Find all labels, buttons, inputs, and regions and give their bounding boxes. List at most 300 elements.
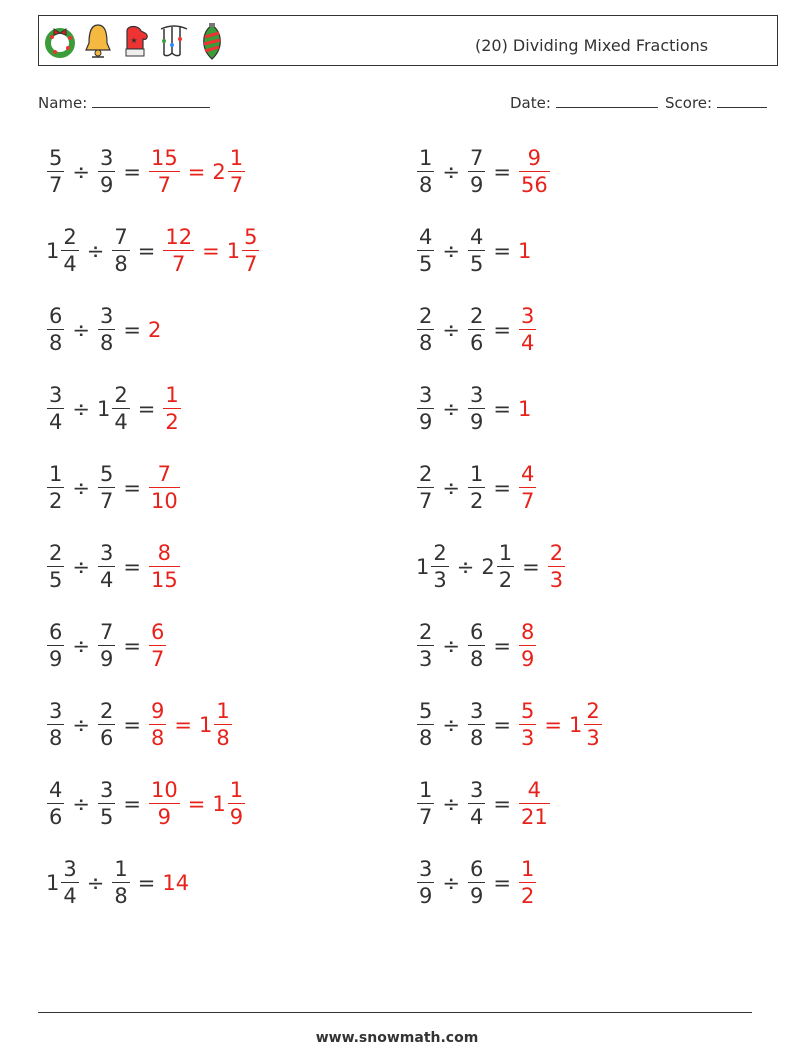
equals-sign: = bbox=[493, 160, 511, 184]
problem-item bbox=[416, 457, 537, 519]
mixed-number bbox=[518, 619, 537, 672]
fraction bbox=[98, 303, 115, 356]
whole-part: 1 bbox=[568, 713, 583, 737]
denominator: 4 bbox=[63, 884, 77, 909]
mixed-number bbox=[46, 303, 65, 356]
whole-part: 1 bbox=[517, 239, 532, 263]
fraction bbox=[519, 461, 536, 514]
fraction bbox=[61, 856, 78, 909]
numerator: 1 bbox=[49, 461, 63, 486]
mixed-number bbox=[518, 239, 532, 263]
numerator: 1 bbox=[229, 777, 244, 802]
mixed-number bbox=[46, 382, 65, 435]
equals-sign: = bbox=[123, 634, 141, 658]
equals-sign: = bbox=[202, 239, 220, 263]
answer bbox=[518, 856, 537, 909]
numerator: 4 bbox=[419, 224, 433, 249]
mixed-number bbox=[97, 619, 116, 672]
date-label: Date: bbox=[510, 94, 551, 112]
date-field bbox=[510, 94, 658, 112]
equals-sign: = bbox=[493, 476, 511, 500]
fraction bbox=[497, 540, 514, 593]
mixed-number bbox=[111, 224, 130, 277]
fraction bbox=[112, 856, 129, 909]
worksheet-header bbox=[38, 15, 778, 66]
denominator: 9 bbox=[99, 647, 114, 672]
denominator: 8 bbox=[114, 884, 128, 909]
fraction bbox=[149, 619, 166, 672]
fraction bbox=[584, 698, 601, 751]
divide-sign: ÷ bbox=[442, 792, 460, 816]
divide-sign: ÷ bbox=[72, 713, 90, 737]
mixed-number bbox=[148, 698, 167, 751]
fraction bbox=[468, 777, 485, 830]
denominator: 8 bbox=[114, 252, 128, 277]
divide-sign: ÷ bbox=[456, 555, 475, 579]
numerator: 3 bbox=[469, 382, 484, 407]
mixed-number bbox=[467, 382, 486, 435]
equals-sign: = bbox=[123, 713, 141, 737]
fraction bbox=[163, 224, 194, 277]
score-field bbox=[665, 94, 767, 112]
denominator: 5 bbox=[99, 805, 114, 830]
svg-text:★: ★ bbox=[130, 36, 138, 45]
numerator: 6 bbox=[49, 619, 63, 644]
whole-part: 1 bbox=[517, 397, 532, 421]
mixed-number bbox=[198, 698, 233, 751]
numerator: 4 bbox=[520, 461, 535, 486]
numerator: 1 bbox=[498, 540, 513, 565]
problem-item bbox=[46, 457, 181, 519]
numerator: 1 bbox=[114, 856, 128, 881]
fraction bbox=[47, 540, 64, 593]
numerator: 2 bbox=[99, 698, 114, 723]
mixed-number bbox=[416, 856, 435, 909]
fraction bbox=[47, 145, 64, 198]
answer bbox=[547, 540, 566, 593]
numerator: 2 bbox=[63, 224, 77, 249]
fraction bbox=[98, 145, 115, 198]
problem-item bbox=[416, 615, 537, 677]
numerator: 10 bbox=[150, 777, 178, 802]
numerator: 5 bbox=[99, 461, 114, 486]
whole-part: 2 bbox=[212, 160, 226, 184]
whole-part: 1 bbox=[96, 397, 111, 421]
fraction bbox=[47, 698, 64, 751]
numerator: 1 bbox=[216, 698, 230, 723]
fraction bbox=[417, 698, 434, 751]
mixed-number bbox=[467, 698, 486, 751]
answer bbox=[148, 461, 181, 514]
equals-sign: = bbox=[174, 713, 192, 737]
fraction bbox=[519, 303, 536, 356]
footer-divider bbox=[38, 1012, 752, 1013]
fraction bbox=[47, 777, 64, 830]
whole-part: 1 bbox=[416, 555, 430, 579]
mixed-number bbox=[46, 856, 80, 909]
numerator: 1 bbox=[165, 382, 179, 407]
equals-sign: = bbox=[493, 792, 511, 816]
mixed-number bbox=[46, 698, 65, 751]
whole-part: 1 bbox=[226, 239, 241, 263]
problem-item bbox=[46, 378, 182, 440]
answer bbox=[518, 698, 603, 751]
problem-item bbox=[46, 615, 167, 677]
denominator: 8 bbox=[49, 331, 63, 356]
fraction bbox=[149, 698, 166, 751]
numerator: 2 bbox=[419, 303, 433, 328]
mixed-number bbox=[518, 777, 551, 830]
fraction bbox=[61, 224, 78, 277]
divide-sign: ÷ bbox=[442, 871, 460, 895]
mixed-number bbox=[148, 145, 181, 198]
denominator: 2 bbox=[469, 489, 484, 514]
lights-icon bbox=[157, 21, 191, 61]
numerator: 3 bbox=[469, 777, 484, 802]
whole-part: 1 bbox=[46, 239, 60, 263]
fraction bbox=[417, 777, 434, 830]
fraction bbox=[519, 856, 536, 909]
ornament-icon bbox=[195, 21, 229, 61]
mixed-number bbox=[162, 871, 190, 895]
fraction bbox=[149, 540, 180, 593]
fraction bbox=[417, 303, 434, 356]
denominator: 9 bbox=[157, 805, 172, 830]
mixed-number bbox=[46, 224, 80, 277]
equals-sign: = bbox=[493, 713, 511, 737]
numerator: 2 bbox=[469, 303, 484, 328]
denominator: 8 bbox=[49, 726, 63, 751]
mixed-number bbox=[416, 382, 435, 435]
denominator: 3 bbox=[520, 726, 535, 751]
mixed-number bbox=[148, 777, 181, 830]
answer bbox=[148, 540, 181, 593]
numerator: 4 bbox=[527, 777, 542, 802]
mixed-number bbox=[518, 698, 537, 751]
denominator: 9 bbox=[99, 173, 114, 198]
mixed-number bbox=[416, 698, 435, 751]
whole-part: 1 bbox=[212, 792, 226, 816]
divide-sign: ÷ bbox=[72, 555, 90, 579]
denominator: 2 bbox=[520, 884, 535, 909]
equals-sign: = bbox=[123, 318, 141, 342]
numerator: 3 bbox=[99, 777, 114, 802]
denominator: 8 bbox=[419, 331, 433, 356]
fraction bbox=[468, 382, 485, 435]
denominator: 8 bbox=[99, 331, 114, 356]
fraction bbox=[149, 461, 180, 514]
numerator: 7 bbox=[99, 619, 114, 644]
problem-item bbox=[416, 299, 537, 361]
numerator: 3 bbox=[63, 856, 77, 881]
answer bbox=[162, 382, 181, 435]
name-field bbox=[38, 94, 210, 112]
denominator: 8 bbox=[469, 647, 484, 672]
mixed-number bbox=[148, 619, 167, 672]
fraction bbox=[519, 619, 536, 672]
mitten-icon bbox=[119, 21, 153, 61]
score-blank bbox=[717, 95, 767, 108]
mixed-number bbox=[97, 777, 116, 830]
answer bbox=[148, 777, 246, 830]
mixed-number bbox=[467, 224, 486, 277]
divide-sign: ÷ bbox=[442, 160, 460, 184]
whole-part: 1 bbox=[46, 871, 60, 895]
denominator: 4 bbox=[99, 568, 114, 593]
mixed-number bbox=[148, 461, 181, 514]
denominator: 8 bbox=[419, 726, 433, 751]
answer bbox=[518, 397, 532, 421]
denominator: 4 bbox=[520, 331, 535, 356]
problem-item bbox=[46, 141, 246, 203]
divide-sign: ÷ bbox=[442, 476, 460, 500]
numerator: 6 bbox=[469, 619, 484, 644]
answer bbox=[518, 461, 537, 514]
denominator: 2 bbox=[165, 410, 179, 435]
numerator: 3 bbox=[49, 698, 63, 723]
problem-item bbox=[46, 773, 246, 835]
divide-sign: ÷ bbox=[86, 239, 105, 263]
whole-part: 2 bbox=[147, 318, 162, 342]
equals-sign: = bbox=[123, 792, 141, 816]
mixed-number bbox=[568, 698, 603, 751]
denominator: 8 bbox=[150, 726, 165, 751]
denominator: 8 bbox=[469, 726, 484, 751]
equals-sign: = bbox=[137, 397, 156, 421]
denominator: 2 bbox=[498, 568, 513, 593]
numerator: 7 bbox=[157, 461, 172, 486]
denominator: 7 bbox=[157, 173, 172, 198]
mixed-number bbox=[162, 224, 195, 277]
numerator: 7 bbox=[469, 145, 484, 170]
answer bbox=[518, 303, 537, 356]
denominator: 9 bbox=[469, 410, 484, 435]
mixed-number bbox=[518, 397, 532, 421]
numerator: 4 bbox=[49, 777, 63, 802]
denominator: 10 bbox=[150, 489, 178, 514]
denominator: 7 bbox=[99, 489, 114, 514]
denominator: 6 bbox=[99, 726, 114, 751]
mixed-number bbox=[481, 540, 515, 593]
answer bbox=[148, 318, 162, 342]
mixed-number bbox=[46, 540, 65, 593]
numerator: 7 bbox=[114, 224, 128, 249]
fraction bbox=[47, 303, 64, 356]
problem-item bbox=[46, 299, 162, 361]
denominator: 7 bbox=[244, 252, 258, 277]
numerator: 15 bbox=[150, 145, 178, 170]
problem-item bbox=[46, 220, 260, 282]
numerator: 9 bbox=[150, 698, 165, 723]
mixed-number bbox=[97, 698, 116, 751]
equals-sign: = bbox=[137, 871, 156, 895]
numerator: 4 bbox=[469, 224, 484, 249]
problem-item bbox=[416, 694, 603, 756]
equals-sign: = bbox=[493, 634, 511, 658]
numerator: 2 bbox=[433, 540, 447, 565]
numerator: 3 bbox=[419, 382, 433, 407]
fraction bbox=[112, 382, 129, 435]
answer bbox=[148, 619, 167, 672]
fraction bbox=[417, 224, 434, 277]
equals-sign: = bbox=[187, 792, 206, 816]
denominator: 3 bbox=[549, 568, 564, 593]
date-blank bbox=[556, 95, 658, 108]
fraction bbox=[468, 856, 485, 909]
fraction bbox=[548, 540, 565, 593]
denominator: 7 bbox=[520, 489, 535, 514]
equals-sign: = bbox=[123, 555, 141, 579]
mixed-number bbox=[518, 461, 537, 514]
denominator: 4 bbox=[63, 252, 77, 277]
fraction bbox=[163, 382, 180, 435]
denominator: 9 bbox=[229, 805, 244, 830]
numerator: 2 bbox=[419, 461, 433, 486]
mixed-number bbox=[148, 318, 162, 342]
answer bbox=[162, 224, 260, 277]
numerator: 2 bbox=[49, 540, 63, 565]
divide-sign: ÷ bbox=[442, 239, 460, 263]
numerator: 9 bbox=[527, 145, 542, 170]
mixed-number bbox=[148, 540, 181, 593]
divide-sign: ÷ bbox=[72, 634, 90, 658]
numerator: 3 bbox=[520, 303, 535, 328]
mixed-number bbox=[97, 145, 116, 198]
problem-item bbox=[46, 852, 190, 914]
denominator: 3 bbox=[586, 726, 600, 751]
fraction bbox=[468, 619, 485, 672]
denominator: 5 bbox=[469, 252, 484, 277]
numerator: 2 bbox=[419, 619, 433, 644]
answer bbox=[518, 239, 532, 263]
answer bbox=[518, 777, 551, 830]
numerator: 1 bbox=[419, 777, 433, 802]
fraction bbox=[417, 619, 434, 672]
denominator: 7 bbox=[229, 173, 244, 198]
mixed-number bbox=[467, 856, 486, 909]
problem-item bbox=[46, 536, 181, 598]
problem-item bbox=[416, 852, 537, 914]
fraction bbox=[417, 145, 434, 198]
fraction bbox=[98, 540, 115, 593]
fraction bbox=[149, 777, 180, 830]
fraction bbox=[242, 224, 259, 277]
denominator: 2 bbox=[49, 489, 63, 514]
numerator: 5 bbox=[419, 698, 433, 723]
denominator: 4 bbox=[469, 805, 484, 830]
divide-sign: ÷ bbox=[72, 318, 90, 342]
denominator: 6 bbox=[49, 805, 63, 830]
mixed-number bbox=[467, 145, 486, 198]
numerator: 3 bbox=[99, 145, 114, 170]
numerator: 8 bbox=[157, 540, 172, 565]
fraction bbox=[519, 777, 550, 830]
denominator: 4 bbox=[114, 410, 128, 435]
numerator: 3 bbox=[419, 856, 433, 881]
answer bbox=[148, 698, 233, 751]
denominator: 9 bbox=[520, 647, 535, 672]
mixed-number bbox=[416, 224, 435, 277]
fraction bbox=[228, 777, 245, 830]
fraction bbox=[47, 382, 64, 435]
mixed-number bbox=[226, 224, 261, 277]
mixed-number bbox=[96, 382, 131, 435]
problem-item bbox=[416, 773, 551, 835]
worksheet-title: (20) Dividing Mixed Fractions bbox=[475, 36, 709, 55]
mixed-number bbox=[416, 540, 450, 593]
equals-sign: = bbox=[493, 318, 511, 342]
mixed-number bbox=[212, 145, 246, 198]
fraction bbox=[98, 698, 115, 751]
numerator: 6 bbox=[469, 856, 484, 881]
denominator: 21 bbox=[520, 805, 548, 830]
whole-part: 2 bbox=[481, 555, 495, 579]
denominator: 15 bbox=[150, 568, 178, 593]
problem-item bbox=[416, 536, 566, 598]
answer bbox=[162, 871, 190, 895]
denominator: 5 bbox=[49, 568, 63, 593]
fraction bbox=[468, 303, 485, 356]
fraction bbox=[468, 461, 485, 514]
name-label: Name: bbox=[38, 94, 88, 112]
mixed-number bbox=[518, 303, 537, 356]
divide-sign: ÷ bbox=[442, 318, 460, 342]
fraction bbox=[214, 698, 231, 751]
problem-item bbox=[416, 220, 532, 282]
mixed-number bbox=[46, 461, 65, 514]
numerator: 2 bbox=[114, 382, 128, 407]
numerator: 3 bbox=[99, 540, 114, 565]
equals-sign: = bbox=[522, 555, 540, 579]
answer bbox=[518, 145, 551, 198]
denominator: 7 bbox=[419, 489, 433, 514]
mixed-number bbox=[416, 303, 435, 356]
mixed-number bbox=[46, 145, 65, 198]
mixed-number bbox=[416, 777, 435, 830]
denominator: 7 bbox=[172, 252, 186, 277]
denominator: 4 bbox=[49, 410, 63, 435]
fraction bbox=[228, 145, 245, 198]
divide-sign: ÷ bbox=[72, 397, 90, 421]
equals-sign: = bbox=[137, 239, 156, 263]
denominator: 9 bbox=[469, 884, 484, 909]
equals-sign: = bbox=[544, 713, 562, 737]
mixed-number bbox=[416, 461, 435, 514]
mixed-number bbox=[467, 461, 486, 514]
problem-item bbox=[416, 378, 532, 440]
mixed-number bbox=[467, 619, 486, 672]
mixed-number bbox=[547, 540, 566, 593]
numerator: 6 bbox=[150, 619, 165, 644]
denominator: 9 bbox=[49, 647, 63, 672]
numerator: 2 bbox=[586, 698, 600, 723]
numerator: 5 bbox=[520, 698, 535, 723]
numerator: 3 bbox=[49, 382, 63, 407]
header-icons bbox=[43, 21, 229, 61]
mixed-number bbox=[212, 777, 246, 830]
numerator: 12 bbox=[165, 224, 193, 249]
footer-site: www.snowmath.com bbox=[315, 1030, 479, 1046]
mixed-number bbox=[467, 303, 486, 356]
mixed-number bbox=[162, 382, 181, 435]
fraction bbox=[112, 224, 129, 277]
divide-sign: ÷ bbox=[72, 160, 90, 184]
fraction bbox=[468, 698, 485, 751]
fraction bbox=[98, 619, 115, 672]
denominator: 8 bbox=[216, 726, 230, 751]
fraction bbox=[468, 145, 485, 198]
numerator: 1 bbox=[419, 145, 433, 170]
